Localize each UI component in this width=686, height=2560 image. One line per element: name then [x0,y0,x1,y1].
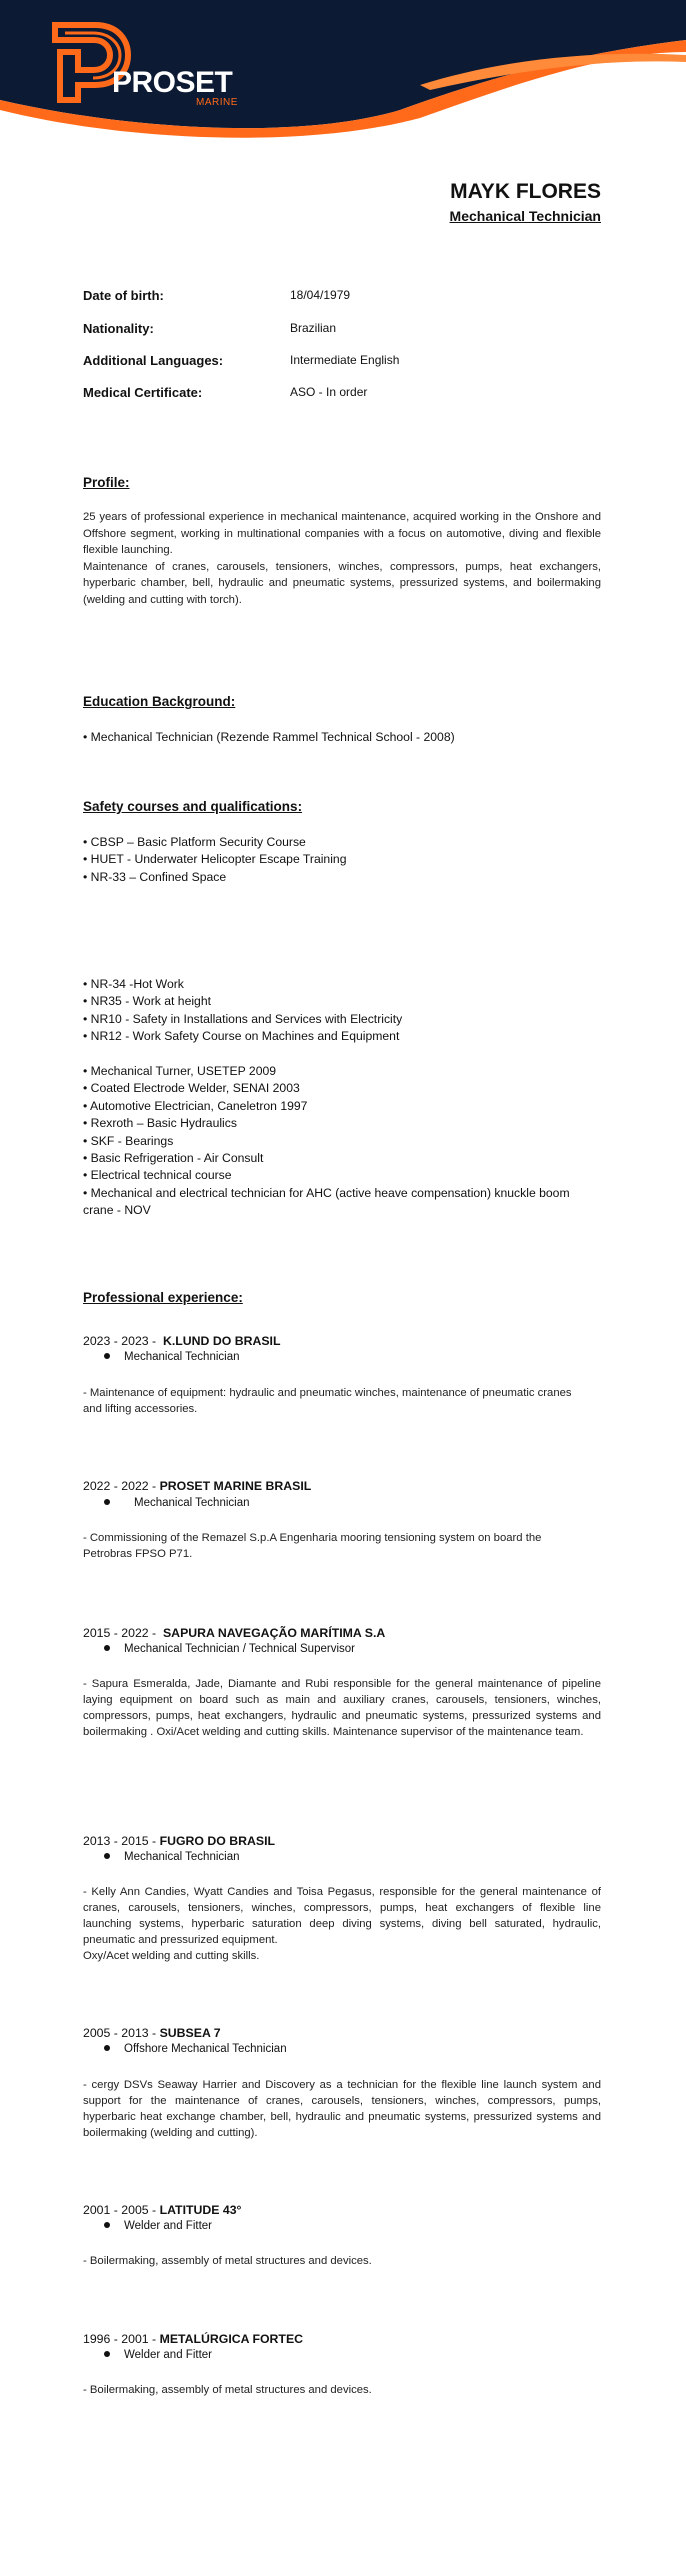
job-heading [83,2203,241,2217]
bullet-icon [104,2351,110,2357]
info-label: Additional Languages: [83,353,224,368]
job-heading [83,1479,311,1493]
job-company: SAPURA NAVEGAÇÃO MARÍTIMA S.A [162,1626,386,1640]
job-role-text: Mechanical Technician [124,1351,240,1363]
list-item: • Coated Electrode Welder, SENAI 2003 [83,1081,300,1096]
list-item: • Electrical technical course [83,1168,232,1183]
job-heading [83,2332,303,2346]
job-period: 2022 - 2022 - [83,1479,160,1493]
logo-subtext: MARINE [196,97,238,108]
list-item: • Basic Refrigeration - Air Consult [83,1151,264,1166]
job-description: - Maintenance of equipment: hydraulic and pneumatic winches, maintenance of pneumatic cranes and lifting accessories. [83,1387,572,1415]
list-item: • Mechanical and electrical technician for AHC (active heave compensation) knuckle boom crane - NOV [83,1185,570,1218]
job-role-text: Mechanical Technician [134,1497,250,1509]
info-label: Medical Certificate: [83,385,203,400]
education-list [83,729,601,746]
list-item: • NR12 - Work Safety Course on Machines and Equipment [83,1029,400,1044]
safety-list-2 [83,976,601,1046]
list-item: • Mechanical Technician (Rezende Rammel Technical School - 2008) [83,730,455,744]
job-description: - Sapura Esmeralda, Jade, Diamante and Rubi responsible for the general maintenance of pipeline laying equipment on board such as main and auxiliary cranes, carousels, tensioners, winches, compressors, pumps, heat exchangers, hydraulic and pneumatic systems, pressurized systems and boilermaking . Oxi/Acet welding and cutting skills. Maintenance supervisor of the maintenance team. [83,1678,601,1738]
list-item: • Mechanical Turner, USETEP 2009 [83,1064,277,1078]
header-wave-graphic [0,0,686,150]
job-role-text: Welder and Fitter [124,2349,212,2361]
list-item: • Automotive Electrician, Caneletron 1997 [83,1098,308,1113]
job-description: - Commissioning of the Remazel S.p.A Engenharia mooring tensioning system on board the Petrobras FPSO P71. [83,1532,542,1560]
bullet-icon [104,1353,110,1359]
bullet-icon [104,1853,110,1859]
bullet-icon [104,1499,110,1505]
info-value: Brazilian [290,321,337,335]
job-heading [83,2026,221,2040]
job-period: 2015 - 2022 - [83,1626,163,1640]
section-heading-safety: Safety courses and qualifications: [83,799,303,814]
job-role-text: Mechanical Technician [124,1851,240,1863]
job-role [104,2043,287,2055]
job-company: LATITUDE 43° [159,2203,242,2217]
bullet-icon [104,2222,110,2228]
section-heading-education: Education Background: [83,694,236,709]
profile-text: 25 years of professional experience in mechanical maintenance, acquired working in the Onshore and Offshore segment, working in multinational companies with a focus on automotive, diving and flexible flexible launching. Maintenance of cranes, carousels, tensioners, winches, compressors, pumps, heat exchangers, hyperbaric chamber, bell, hydraulic and pneumatic systems, pressurized systems, and boilermaking (welding and cutting with torch). [83,511,601,606]
job-heading [83,1626,385,1640]
job-role [104,2220,212,2232]
info-value: Intermediate English [290,353,400,367]
job-role [104,1851,240,1863]
list-item: • SKF - Bearings [83,1133,174,1148]
info-label: Date of birth: [83,288,164,303]
bullet-icon [104,2045,110,2051]
job-heading [83,1834,275,1848]
job-period: 2013 - 2015 - [83,1834,160,1848]
job-period: 2023 - 2023 - [83,1334,163,1348]
job-company: FUGRO DO BRASIL [159,1834,276,1848]
job-role [104,2349,212,2361]
info-label: Nationality: [83,321,154,336]
candidate-title: Mechanical Technician [449,208,601,224]
candidate-name: MAYK FLORES [450,180,601,203]
job-heading [83,1334,280,1348]
job-period: 2005 - 2013 - [83,2026,160,2040]
list-item: • CBSP – Basic Platform Security Course [83,835,306,849]
job-description: - Boilermaking, assembly of metal structures and devices. [83,2384,372,2396]
list-item: • NR-33 – Confined Space [83,869,227,884]
safety-list-3 [83,1063,601,1220]
job-description: - Boilermaking, assembly of metal structures and devices. [83,2255,372,2267]
job-role [104,1351,240,1363]
section-heading-experience: Professional experience: [83,1290,243,1305]
job-description: - Kelly Ann Candies, Wyatt Candies and Toisa Pegasus, responsible for the general maintenance of cranes, carousels, tensioners, winches, compressors, pumps, heat exchangers of flexible line launching systems, hyperbaric saturation deep diving systems, diving bell saturated, hydraulic, pneumatic and pressurized equipment. Oxy/Acet welding and cutting skills. [83,1886,601,1962]
list-item: • HUET - Underwater Helicopter Escape Training [83,852,347,867]
job-company: K.LUND DO BRASIL [162,1334,281,1348]
list-item: • Rexroth – Basic Hydraulics [83,1116,237,1131]
list-item: • NR10 - Safety in Installations and Services with Electricity [83,1011,403,1026]
job-period: 2001 - 2005 - [83,2203,160,2217]
job-company: METALÚRGICA FORTEC [159,2332,304,2346]
job-period: 1996 - 2001 - [83,2332,160,2346]
info-value: ASO - In order [290,385,368,399]
job-role-text: Offshore Mechanical Technician [124,2043,287,2055]
job-role-text: Welder and Fitter [124,2220,212,2232]
job-role [104,1497,250,1509]
job-company: SUBSEA 7 [159,2026,221,2040]
job-company: PROSET MARINE BRASIL [159,1479,312,1493]
section-heading-profile: Profile: [83,475,130,490]
safety-list-1 [83,834,601,886]
list-item: • NR35 - Work at height [83,994,211,1009]
header-banner [0,0,686,150]
job-description: - cergy DSVs Seaway Harrier and Discovery as a technician for the flexible line launch system and support for the maintenance of cranes, carousels, tensioners, winches, compressors, pumps, hyperbaric heat exchange chamber, bell, hydraulic and pneumatic systems, pressurized systems and boilermaking (welding and cutting). [83,2079,601,2139]
job-role [104,1643,355,1655]
info-value: 18/04/1979 [290,288,351,302]
bullet-icon [104,1645,110,1651]
list-item: • NR-34 -Hot Work [83,977,184,991]
job-role-text: Mechanical Technician / Technical Supervisor [124,1643,355,1655]
logo-text: PROSET [112,66,233,99]
